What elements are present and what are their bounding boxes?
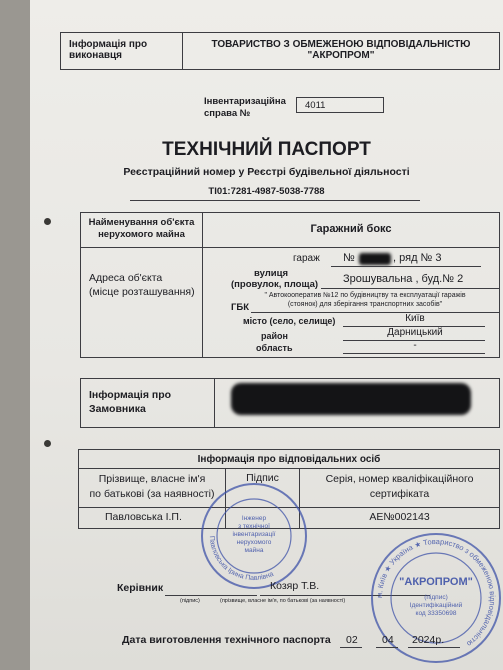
executor-label [69,39,147,61]
gbk-value-line: " Автокооператив №12 по будівництву та експлуатації гаражів [264,292,466,299]
col-certificate-header [300,472,499,502]
stamp-line: інвентаризації [232,531,276,538]
head-label: Керівник [117,582,164,594]
customer-label [89,388,171,416]
address-label-line: Адреса об'єкта [89,272,163,284]
object-name-label-line: нерухомого майна [98,229,185,240]
production-date-label: Дата виготовлення технічного паспорта [122,634,331,646]
object-box [80,212,500,358]
responsible-person: Павловська І.П. [105,511,182,523]
district-label: район [261,331,288,341]
city-label: місто (село, селище) [243,316,336,326]
street-label-line: вулиця [253,268,289,279]
col-header-line: по батькові (за наявності) [89,488,215,500]
underline [340,647,362,648]
gbk-value [231,291,499,309]
production-year: 2024р. [412,634,445,646]
svg-text:м. Київ ★ Україна ★ Товариство [375,537,497,649]
street-label-line: (провулок, площа) [231,279,319,290]
redacted-garage-number [359,253,391,265]
punch-hole [44,440,51,447]
customer-label-line: Замовника [89,403,146,415]
inventory-value: 4011 [305,100,326,111]
customer-label-line: Інформація про [89,389,172,401]
gbk-label: ГБК [231,302,250,313]
executor-name [185,39,497,61]
stamp-line: майна [244,547,264,554]
executor-box [60,32,500,70]
executor-name-line: ТОВАРИСТВО З ОБМЕЖЕНОЮ ВІДПОВІДАЛЬНІСТЮ [211,39,471,50]
production-month: 04 [382,634,394,646]
address-label [89,271,195,299]
name-caption: (прізвище, власне ім'я, по батькові (за наявності) [220,598,346,604]
street-value: Зрошувальна , буд.№ 2 [343,273,464,285]
head-name: Козяр Т.В. [270,580,320,592]
executor-label-line: виконавця [69,50,123,61]
col-header-line: Прізвище, власне ім'я [98,473,206,485]
inventory-label-line: Інвентаризаційна [204,96,286,107]
garage-row: , ряд № 3 [393,252,442,264]
engineer-stamp-ring-text: Павловська Ірина Павлівна [207,535,275,583]
company-stamp-ring-text: м. Київ ★ Україна ★ Товариство з обмеженою відповідальністю [374,536,498,649]
city-value: Київ [405,313,425,324]
stamp-line: (підпис) [424,594,448,601]
garage-label: гараж [293,253,320,264]
district-value: Дарницький [387,327,443,338]
underline [321,288,499,289]
divider [182,32,183,70]
customer-box [80,378,500,428]
document-page [30,0,503,670]
inventory-label [204,96,286,120]
underline [376,647,398,648]
object-name-label [81,217,202,241]
registry-label: Реєстраційний номер у Реєстрі будівельної діяльності [123,166,410,178]
company-stamp-text [390,594,482,618]
object-name-label-line: Найменування об'єкта [88,217,195,228]
object-name-value: Гаражний бокс [310,223,392,235]
region-value: - [413,340,417,351]
stamp-line: Інженер [241,515,267,522]
engineer-stamp [200,482,308,590]
stamp-line: код 33350698 [415,610,457,617]
region-label: область [256,343,293,353]
col-header-line: Серія, номер кваліфікаційного [325,473,474,485]
registry-underline [130,200,420,201]
underline [331,266,481,267]
divider [214,378,215,428]
registry-value: ТІ01:7281-4987-5038-7788 [208,186,325,197]
stamp-line: Ідентифікаційний [409,602,463,609]
gbk-value-line: (стоянок) для зберігання транспортних засобів" [287,301,443,308]
executor-label-line: Інформація про [69,39,148,50]
street-label [231,268,319,290]
inventory-value-box [296,97,384,113]
underline [343,353,485,354]
underline [408,647,460,648]
page-title: ТЕХНІЧНИЙ ПАСПОРТ [162,139,371,160]
executor-name-line: "АКРОПРОМ" [307,50,375,61]
signature-underline [165,595,257,596]
address-label-line: (місце розташування) [89,286,195,298]
punch-hole [44,218,51,225]
redacted-customer-name [231,383,471,415]
garage-number-prefix: № [343,252,355,264]
responsible-certificate: АЕ№002143 [369,511,430,523]
col-header-line: сертифіката [369,488,430,500]
engineer-stamp-text [218,515,290,555]
inventory-label-line: справа № [204,108,251,119]
stamp-line: нерухомого [236,539,272,546]
divider [81,247,499,248]
divider [79,468,499,469]
signature-caption: (підпис) [180,598,200,604]
responsible-header: Інформація про відповідальних осіб [197,454,381,465]
col-signature-header: Підпис [246,472,279,484]
production-day: 02 [346,634,358,646]
company-stamp-name: "АКРОПРОМ" [399,576,473,588]
stamp-line: з технічної [238,523,270,530]
